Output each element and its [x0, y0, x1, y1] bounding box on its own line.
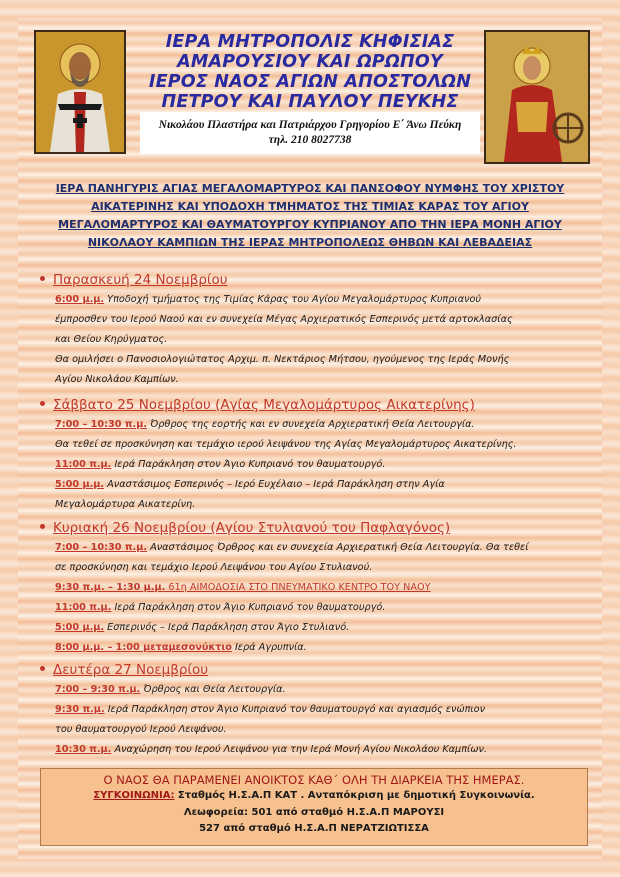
day-title: Σάββατο 25 Νοεμβρίου (Αγίας Μεγαλομάρτυρος Αικατερίνης)	[40, 395, 590, 415]
schedule-line: 9:30 π.μ. – 1:30 μ.μ. 61η ΑΙΜΟΔΟΣΙΑ ΣΤΟ ΠΝΕΥΜΑΤΙΚΟ ΚΕΝΤΡΟ ΤΟΥ ΝΑΟΥ	[55, 582, 431, 593]
schedule-line: Θα τεθεί σε προσκύνηση και τεμάχιο ιερού λειψάνου της Αγίας Μεγαλομάρτυρος Αικατερίνης.	[55, 439, 517, 450]
bullet-icon	[40, 276, 45, 281]
schedule-line: 7:00 – 10:30 π.μ. Αναστάσιμος Όρθρος και εν συνεχεία Αρχιερατική Θεία Λειτουργία. Θα τεθεί	[55, 542, 529, 553]
schedule-line: και Θείου Κηρύγματος.	[55, 334, 168, 345]
phone-line: τηλ. 210 8027738	[268, 134, 352, 146]
intro-line: ΙΕΡΑ ΠΑΝΗΓΥΡΙΣ ΑΓΙΑΣ ΜΕΓΑΛΟΜΑΡΤΥΡΟΣ ΚΑΙ ΠΑΝΣΟΦΟΥ ΝΥΜΦΗΣ ΤΟΥ ΧΡΙΣΤΟΥ	[55, 182, 565, 195]
church-address	[140, 118, 480, 148]
bullet-icon	[40, 524, 45, 529]
day-title: Παρασκευή 24 Νοεμβρίου	[40, 270, 590, 290]
intro-line: ΝΙΚΟΛΑΟΥ ΚΑΜΠΙΩΝ ΤΗΣ ΙΕΡΑΣ ΜΗΤΡΟΠΟΛΕΩΣ ΘΗΒΩΝ ΚΑΙ ΛΕΒΑΔΕΙΑΣ	[87, 236, 533, 249]
info-footer	[40, 768, 588, 846]
bus-line: 527 από σταθμό Η.Σ.Α.Π ΝΕΡΑΤΖΙΩΤΙΣΣΑ	[199, 823, 429, 834]
address-line: Νικολάου Πλαστήρα και Πατριάρχου Γρηγορίου Ε΄ Άνω Πεύκη	[158, 119, 462, 131]
title-line: ΠΕΤΡΟΥ ΚΑΙ ΠΑΥΛΟΥ ΠΕΥΚΗΣ	[161, 92, 459, 112]
bullet-icon	[40, 401, 45, 406]
schedule-line: 11:00 π.μ. Ιερά Παράκληση στον Άγιο Κυπριανό τον θαυματουργό.	[55, 602, 386, 613]
schedule-line: 7:00 – 9:30 π.μ. Όρθρος και Θεία Λειτουργία.	[55, 684, 286, 695]
saint-cyprian-icon	[34, 30, 126, 154]
schedule-line: Αγίου Νικολάου Καμπίων.	[55, 374, 179, 385]
schedule-line: έμπροσθεν του Ιερού Ναού και εν συνεχεία Μέγας Αρχιερατικός Εσπερινός μετά αρτοκλασίας	[55, 314, 513, 325]
bus-line: Λεωφορεία: 501 από σταθμό Η.Σ.Α.Π ΜΑΡΟΥΣΙ	[183, 807, 445, 818]
title-line: ΙΕΡΟΣ ΝΑΟΣ ΑΓΙΩΝ ΑΠΟΣΤΟΛΩΝ	[148, 72, 472, 92]
schedule-line: 5:00 μ.μ. Αναστάσιμος Εσπερινός – Ιερό Ευχέλαιο – Ιερά Παράκληση στην Αγία	[55, 479, 445, 490]
title-line: ΑΜΑΡΟΥΣΙΟΥ ΚΑΙ ΩΡΩΠΟΥ	[177, 52, 443, 72]
schedule-line: 7:00 – 10:30 π.μ. Όρθρος της εορτής και εν συνεχεία Αρχιερατική Θεία Λειτουργία.	[55, 419, 475, 430]
open-notice: Ο ΝΑΟΣ ΘΑ ΠΑΡΑΜΕΝΕΙ ΑΝΟΙΚΤΟΣ ΚΑΘ΄ ΟΛΗ ΤΗ ΔΙΑΡΚΕΙΑ ΤΗΣ ΗΜΕΡΑΣ.	[103, 773, 525, 787]
intro-line: ΜΕΓΑΛΟΜΑΡΤΥΡΟΣ ΚΑΙ ΘΑΥΜΑΤΟΥΡΓΟΥ ΚΥΠΡΙΑΝΟΥ ΑΠΟ ΤΗΝ ΙΕΡΑ ΜΟΝΗ ΑΓΙΟΥ	[58, 218, 562, 231]
schedule-line: του θαυματουργού Ιερού Λειψάνου.	[55, 724, 227, 735]
schedule-line: 11:00 π.μ. Ιερά Παράκληση στον Άγιο Κυπριανό τον θαυματουργό.	[55, 459, 386, 470]
schedule-line: 6:00 μ.μ. Υποδοχή τμήματος της Τιμίας Κάρας του Αγίου Μεγαλομάρτυρος Κυπριανού	[55, 294, 482, 305]
schedule-line: 8:00 μ.μ. – 1:00 μεταμεσονύκτιο Ιερά Αγρυπνία.	[55, 642, 307, 653]
schedule-line: σε προσκύνηση και τεμάχιο Ιερού Λειψάνου του Αγίου Στυλιανού.	[55, 562, 373, 573]
intro-line: ΑΙΚΑΤΕΡΙΝΗΣ ΚΑΙ ΥΠΟΔΟΧΗ ΤΜΗΜΑΤΟΣ ΤΗΣ ΤΙΜΙΑΣ ΚΑΡΑΣ ΤΟΥ ΑΓΙΟΥ	[91, 200, 529, 213]
day-title: Κυριακή 26 Νοεμβρίου (Αγίου Στυλιανού του Παφλαγόνος)	[40, 518, 590, 538]
day-section-sunday	[40, 518, 590, 658]
schedule-line: 10:30 π.μ. Αναχώρηση του Ιερού Λειψάνου για την Ιερά Μονή Αγίου Νικολάου Καμπίων.	[55, 744, 487, 755]
page-title	[130, 32, 490, 112]
schedule-line: Μεγαλομάρτυρα Αικατερίνη.	[55, 499, 196, 510]
bullet-icon	[40, 666, 45, 671]
feast-announcement	[30, 180, 590, 252]
title-line: ΙΕΡΑ ΜΗΤΡΟΠΟΛΙΣ ΚΗΦΙΣΙΑΣ	[165, 32, 455, 52]
schedule-line: 9:30 π.μ. Ιερά Παράκληση στον Άγιο Κυπριανό τον θαυματουργό και αγιασμός ενώπιον	[55, 704, 486, 715]
schedule-line: 5:00 μ.μ. Εσπερινός – Ιερά Παράκληση στον Άγιο Στυλιανό.	[55, 622, 350, 633]
day-section-saturday	[40, 395, 590, 515]
day-section-friday	[40, 270, 590, 390]
day-title: Δευτέρα 27 Νοεμβρίου	[40, 660, 590, 680]
day-section-monday	[40, 660, 590, 760]
transport-line: ΣΥΓΚΟΙΝΩΝΙΑ: Σταθμός Η.Σ.Α.Π ΚΑΤ . Ανταπόκριση με δημοτική Συγκοινωνία.	[93, 790, 535, 801]
schedule-line: Θα ομιλήσει ο Πανοσιολογιώτατος Αρχιμ. π. Νεκτάριος Μήτσου, ηγούμενος της Ιεράς Μονής	[55, 354, 510, 365]
saint-catherine-icon	[484, 30, 590, 164]
